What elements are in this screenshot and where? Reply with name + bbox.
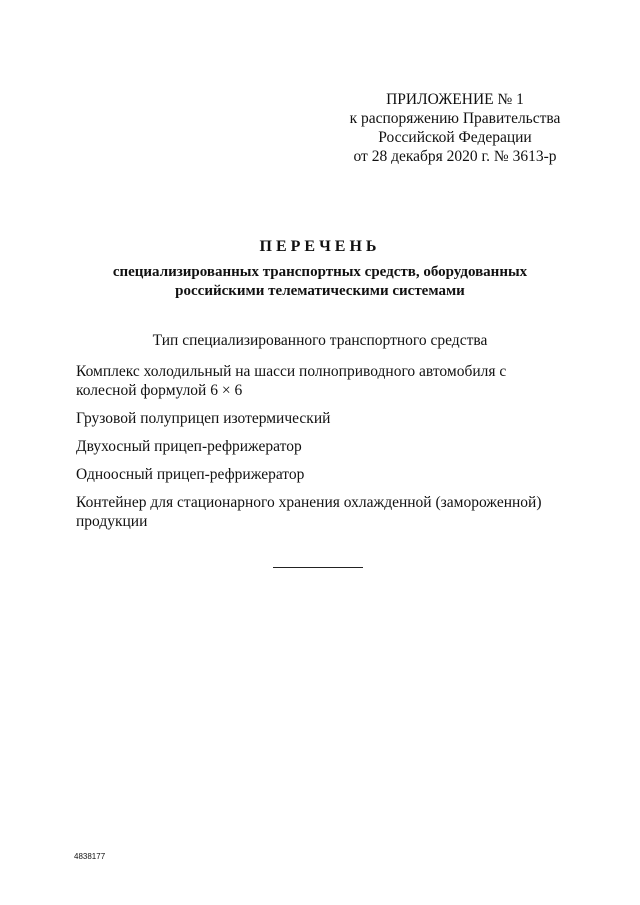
- list-item: Грузовой полуприцеп изотермический: [76, 410, 331, 427]
- document-number: 4838177: [74, 852, 106, 861]
- appendix-date-number: от 28 декабря 2020 г. № 3613-р: [353, 148, 557, 165]
- appendix-number: ПРИЛОЖЕНИЕ № 1: [386, 91, 524, 108]
- document-title: ПЕРЕЧЕНЬ: [259, 238, 381, 255]
- appendix-block: [310, 90, 600, 166]
- list-item: Двухосный прицеп-рефрижератор: [76, 438, 302, 455]
- document-subtitle: [60, 263, 580, 301]
- list-item: Одноосный прицеп-рефрижератор: [76, 466, 305, 483]
- column-header: Тип специализированного транспортного средства: [152, 332, 488, 349]
- appendix-reference: к распоряжению Правительства: [349, 110, 561, 127]
- list-item: Комплекс холодильный на шасси полноприводного автомобиля с колесной формулой 6 × 6: [76, 363, 507, 399]
- subtitle-line-2: российскими телематическими системами: [175, 283, 465, 299]
- end-divider: [273, 567, 363, 568]
- list-item: Контейнер для стационарного хранения охлажденной (замороженной) продукции: [76, 494, 542, 530]
- appendix-authority: Российской Федерации: [378, 129, 532, 146]
- vehicle-type-list: [76, 362, 556, 540]
- subtitle-line-1: специализированных транспортных средств, оборудованных: [112, 264, 528, 280]
